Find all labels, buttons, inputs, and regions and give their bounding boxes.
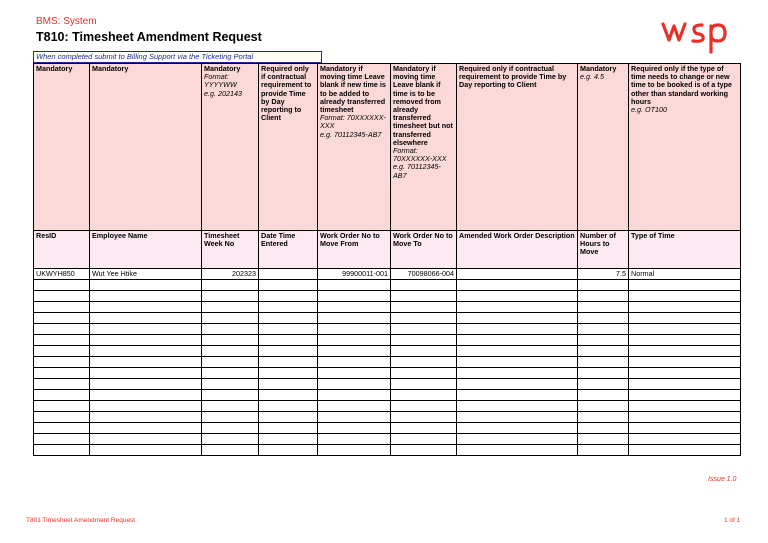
- empty-cell[interactable]: [318, 346, 391, 357]
- empty-row: [34, 401, 741, 412]
- empty-cell[interactable]: [202, 390, 259, 401]
- empty-cell[interactable]: [391, 423, 457, 434]
- requirement-cell: [318, 64, 391, 231]
- empty-cell[interactable]: [457, 368, 578, 379]
- empty-cell[interactable]: [629, 401, 741, 412]
- empty-cell[interactable]: [90, 434, 202, 445]
- empty-cell[interactable]: [259, 379, 318, 390]
- empty-row: [34, 379, 741, 390]
- empty-cell[interactable]: [202, 445, 259, 456]
- empty-row: [34, 368, 741, 379]
- empty-cell[interactable]: [202, 357, 259, 368]
- empty-cell[interactable]: [202, 368, 259, 379]
- empty-cell[interactable]: [202, 434, 259, 445]
- table-cell[interactable]: UKWYH850: [34, 269, 90, 280]
- empty-cell[interactable]: [629, 280, 741, 291]
- empty-cell[interactable]: [629, 445, 741, 456]
- empty-cell[interactable]: [391, 291, 457, 302]
- amendment-table: [33, 63, 741, 456]
- empty-cell[interactable]: [578, 401, 629, 412]
- empty-row: [34, 302, 741, 313]
- empty-cell[interactable]: [391, 302, 457, 313]
- empty-cell[interactable]: [90, 346, 202, 357]
- empty-cell[interactable]: [90, 379, 202, 390]
- table-cell[interactable]: 70098066-004: [391, 269, 457, 280]
- empty-cell[interactable]: [457, 423, 578, 434]
- empty-row: [34, 434, 741, 445]
- empty-cell[interactable]: [391, 412, 457, 423]
- empty-cell[interactable]: [629, 412, 741, 423]
- table-cell[interactable]: 99900011-001: [318, 269, 391, 280]
- empty-cell[interactable]: [259, 302, 318, 313]
- empty-cell[interactable]: [391, 346, 457, 357]
- requirement-text: Mandatory if moving time Leave blank if time is to be removed from already transferred timesheet but not transferred elsewhere: [393, 64, 453, 147]
- empty-cell[interactable]: [457, 401, 578, 412]
- empty-cell[interactable]: [391, 280, 457, 291]
- requirement-cell: [457, 64, 578, 231]
- footer-doc-name: T801 Timesheet Amendment Request: [26, 517, 136, 524]
- empty-cell[interactable]: [578, 379, 629, 390]
- empty-row: [34, 324, 741, 335]
- empty-cell[interactable]: [34, 324, 90, 335]
- empty-cell[interactable]: [318, 412, 391, 423]
- empty-cell[interactable]: [90, 324, 202, 335]
- empty-cell[interactable]: [318, 280, 391, 291]
- requirement-cell: [629, 64, 741, 231]
- submission-note: When completed submit to Billing Support via the Ticketing Portal: [33, 51, 322, 63]
- wsp-logo: [660, 14, 730, 54]
- empty-cell[interactable]: [259, 401, 318, 412]
- empty-cell[interactable]: [578, 423, 629, 434]
- empty-cell[interactable]: [629, 324, 741, 335]
- requirement-format: Format: 70XXXXXX-XXX e.g. 70112345-AB7: [320, 113, 386, 139]
- empty-cell[interactable]: [578, 434, 629, 445]
- empty-cell[interactable]: [391, 390, 457, 401]
- empty-cell[interactable]: [318, 291, 391, 302]
- requirement-text: Mandatory: [204, 64, 241, 73]
- column-header-row: [34, 231, 741, 269]
- column-header: Number of Hours to Move: [578, 231, 629, 269]
- empty-cell[interactable]: [318, 302, 391, 313]
- empty-cell[interactable]: [629, 368, 741, 379]
- table-row: [34, 269, 741, 280]
- empty-cell[interactable]: [578, 357, 629, 368]
- empty-cell[interactable]: [34, 379, 90, 390]
- empty-cell[interactable]: [457, 434, 578, 445]
- empty-cell[interactable]: [202, 335, 259, 346]
- table-cell[interactable]: 7.5: [578, 269, 629, 280]
- empty-cell[interactable]: [90, 445, 202, 456]
- empty-cell[interactable]: [202, 346, 259, 357]
- column-header: Type of Time: [629, 231, 741, 269]
- empty-cell[interactable]: [202, 412, 259, 423]
- empty-cell[interactable]: [202, 313, 259, 324]
- empty-cell[interactable]: [34, 357, 90, 368]
- requirement-format: e.g. OT100: [631, 105, 667, 115]
- column-header: Work Order No to Move From: [318, 231, 391, 269]
- empty-cell[interactable]: [90, 280, 202, 291]
- empty-cell[interactable]: [391, 379, 457, 390]
- table-cell[interactable]: [457, 269, 578, 280]
- empty-cell[interactable]: [629, 302, 741, 313]
- empty-cell[interactable]: [202, 423, 259, 434]
- empty-cell[interactable]: [629, 313, 741, 324]
- empty-cell[interactable]: [259, 368, 318, 379]
- requirement-text: Mandatory: [580, 64, 617, 73]
- empty-cell[interactable]: [578, 412, 629, 423]
- empty-cell[interactable]: [391, 368, 457, 379]
- issue-label: Issue 1.0: [708, 476, 737, 483]
- requirement-text: Mandatory if moving time Leave blank if new time is to be added to already transferred timesheet: [320, 64, 386, 115]
- empty-cell[interactable]: [578, 291, 629, 302]
- empty-cell[interactable]: [34, 368, 90, 379]
- empty-cell[interactable]: [391, 401, 457, 412]
- empty-cell[interactable]: [318, 324, 391, 335]
- empty-cell[interactable]: [259, 445, 318, 456]
- empty-cell[interactable]: [391, 324, 457, 335]
- empty-cell[interactable]: [629, 291, 741, 302]
- empty-cell[interactable]: [90, 412, 202, 423]
- empty-cell[interactable]: [90, 302, 202, 313]
- empty-cell[interactable]: [629, 346, 741, 357]
- empty-cell[interactable]: [457, 379, 578, 390]
- empty-cell[interactable]: [202, 302, 259, 313]
- footer-page-number: 1 of 1: [724, 517, 741, 524]
- empty-cell[interactable]: [318, 368, 391, 379]
- empty-cell[interactable]: [34, 280, 90, 291]
- column-header: Amended Work Order Description: [457, 231, 578, 269]
- requirement-cell: [391, 64, 457, 231]
- page-title: T810: Timesheet Amendment Request: [36, 30, 262, 44]
- requirement-cell: [578, 64, 629, 231]
- empty-cell[interactable]: [629, 423, 741, 434]
- empty-cell[interactable]: [34, 445, 90, 456]
- requirements-row: [34, 64, 741, 231]
- requirement-text: Required only if contractual requirement to provide Time by Day reporting to Client: [459, 64, 567, 90]
- empty-cell[interactable]: [457, 280, 578, 291]
- requirement-cell: [34, 64, 90, 231]
- empty-cell[interactable]: [34, 313, 90, 324]
- empty-cell[interactable]: [629, 434, 741, 445]
- empty-cell[interactable]: [202, 291, 259, 302]
- empty-cell[interactable]: [457, 291, 578, 302]
- empty-cell[interactable]: [90, 357, 202, 368]
- empty-cell[interactable]: [259, 291, 318, 302]
- empty-cell[interactable]: [629, 379, 741, 390]
- empty-row: [34, 423, 741, 434]
- empty-row: [34, 291, 741, 302]
- system-label: BMS: System: [36, 16, 97, 27]
- empty-cell[interactable]: [90, 401, 202, 412]
- empty-cell[interactable]: [578, 390, 629, 401]
- empty-cell[interactable]: [318, 313, 391, 324]
- requirement-text: Required only if the type of time needs to change or new time to be booked is of a type other than standard working hours: [631, 64, 733, 106]
- empty-cell[interactable]: [318, 335, 391, 346]
- empty-cell[interactable]: [629, 335, 741, 346]
- empty-row: [34, 280, 741, 291]
- requirement-cell: [259, 64, 318, 231]
- empty-cell[interactable]: [457, 324, 578, 335]
- empty-cell[interactable]: [259, 346, 318, 357]
- empty-cell[interactable]: [90, 368, 202, 379]
- column-header: Employee Name: [90, 231, 202, 269]
- requirement-cell: [90, 64, 202, 231]
- column-header: ResID: [34, 231, 90, 269]
- empty-cell[interactable]: [259, 390, 318, 401]
- empty-cell[interactable]: [259, 324, 318, 335]
- empty-cell[interactable]: [202, 324, 259, 335]
- empty-cell[interactable]: [318, 357, 391, 368]
- empty-cell[interactable]: [259, 423, 318, 434]
- requirement-cell: [202, 64, 259, 231]
- table-cell[interactable]: 202323: [202, 269, 259, 280]
- requirement-format: e.g. 4.5: [580, 72, 604, 82]
- empty-cell[interactable]: [318, 379, 391, 390]
- empty-cell[interactable]: [391, 434, 457, 445]
- empty-cell[interactable]: [391, 357, 457, 368]
- requirement-text: Required only if contractual requirement to provide Time by Day reporting to Client: [261, 64, 312, 123]
- empty-cell[interactable]: [34, 423, 90, 434]
- empty-cell[interactable]: [259, 335, 318, 346]
- empty-cell[interactable]: [202, 379, 259, 390]
- empty-row: [34, 335, 741, 346]
- empty-cell[interactable]: [578, 368, 629, 379]
- empty-cell[interactable]: [457, 390, 578, 401]
- empty-cell[interactable]: [578, 324, 629, 335]
- empty-cell[interactable]: [457, 445, 578, 456]
- empty-cell[interactable]: [259, 434, 318, 445]
- requirement-text: Mandatory: [36, 64, 73, 73]
- empty-cell[interactable]: [90, 423, 202, 434]
- empty-cell[interactable]: [90, 313, 202, 324]
- requirement-format: Format: YYYYWW e.g. 202143: [204, 72, 242, 98]
- empty-cell[interactable]: [318, 423, 391, 434]
- table-cell[interactable]: Normal: [629, 269, 741, 280]
- empty-cell[interactable]: [90, 390, 202, 401]
- empty-cell[interactable]: [318, 445, 391, 456]
- empty-cell[interactable]: [578, 313, 629, 324]
- empty-cell[interactable]: [34, 434, 90, 445]
- empty-cell[interactable]: [90, 291, 202, 302]
- empty-cell[interactable]: [457, 346, 578, 357]
- empty-cell[interactable]: [578, 280, 629, 291]
- empty-cell[interactable]: [259, 280, 318, 291]
- empty-cell[interactable]: [457, 357, 578, 368]
- empty-cell[interactable]: [34, 390, 90, 401]
- column-header: Work Order No to Move To: [391, 231, 457, 269]
- empty-row: [34, 412, 741, 423]
- empty-cell[interactable]: [34, 335, 90, 346]
- empty-cell[interactable]: [578, 302, 629, 313]
- empty-row: [34, 390, 741, 401]
- requirement-format: Format: 70XXXXXX-XXX e.g. 70112345-AB7: [393, 146, 447, 180]
- empty-cell[interactable]: [391, 445, 457, 456]
- empty-cell[interactable]: [629, 390, 741, 401]
- empty-cell[interactable]: [202, 280, 259, 291]
- empty-cell[interactable]: [578, 335, 629, 346]
- empty-cell[interactable]: [34, 401, 90, 412]
- empty-cell[interactable]: [318, 390, 391, 401]
- empty-cell[interactable]: [629, 357, 741, 368]
- requirement-text: Mandatory: [92, 64, 129, 73]
- empty-cell[interactable]: [34, 346, 90, 357]
- empty-cell[interactable]: [34, 291, 90, 302]
- empty-cell[interactable]: [578, 445, 629, 456]
- empty-cell[interactable]: [457, 313, 578, 324]
- empty-row: [34, 357, 741, 368]
- empty-cell[interactable]: [318, 434, 391, 445]
- table-cell[interactable]: [259, 269, 318, 280]
- empty-cell[interactable]: [578, 346, 629, 357]
- column-header: Date Time Entered: [259, 231, 318, 269]
- empty-row: [34, 313, 741, 324]
- empty-cell[interactable]: [34, 412, 90, 423]
- empty-cell[interactable]: [318, 401, 391, 412]
- empty-row: [34, 346, 741, 357]
- table-cell[interactable]: Wut Yee Htike: [90, 269, 202, 280]
- empty-cell[interactable]: [391, 313, 457, 324]
- empty-cell[interactable]: [259, 313, 318, 324]
- empty-cell[interactable]: [457, 335, 578, 346]
- empty-cell[interactable]: [457, 302, 578, 313]
- empty-cell[interactable]: [202, 401, 259, 412]
- empty-cell[interactable]: [457, 412, 578, 423]
- column-header: Timesheet Week No: [202, 231, 259, 269]
- empty-cell[interactable]: [34, 302, 90, 313]
- empty-cell[interactable]: [90, 335, 202, 346]
- empty-row: [34, 445, 741, 456]
- empty-cell[interactable]: [391, 335, 457, 346]
- empty-cell[interactable]: [259, 357, 318, 368]
- empty-cell[interactable]: [259, 412, 318, 423]
